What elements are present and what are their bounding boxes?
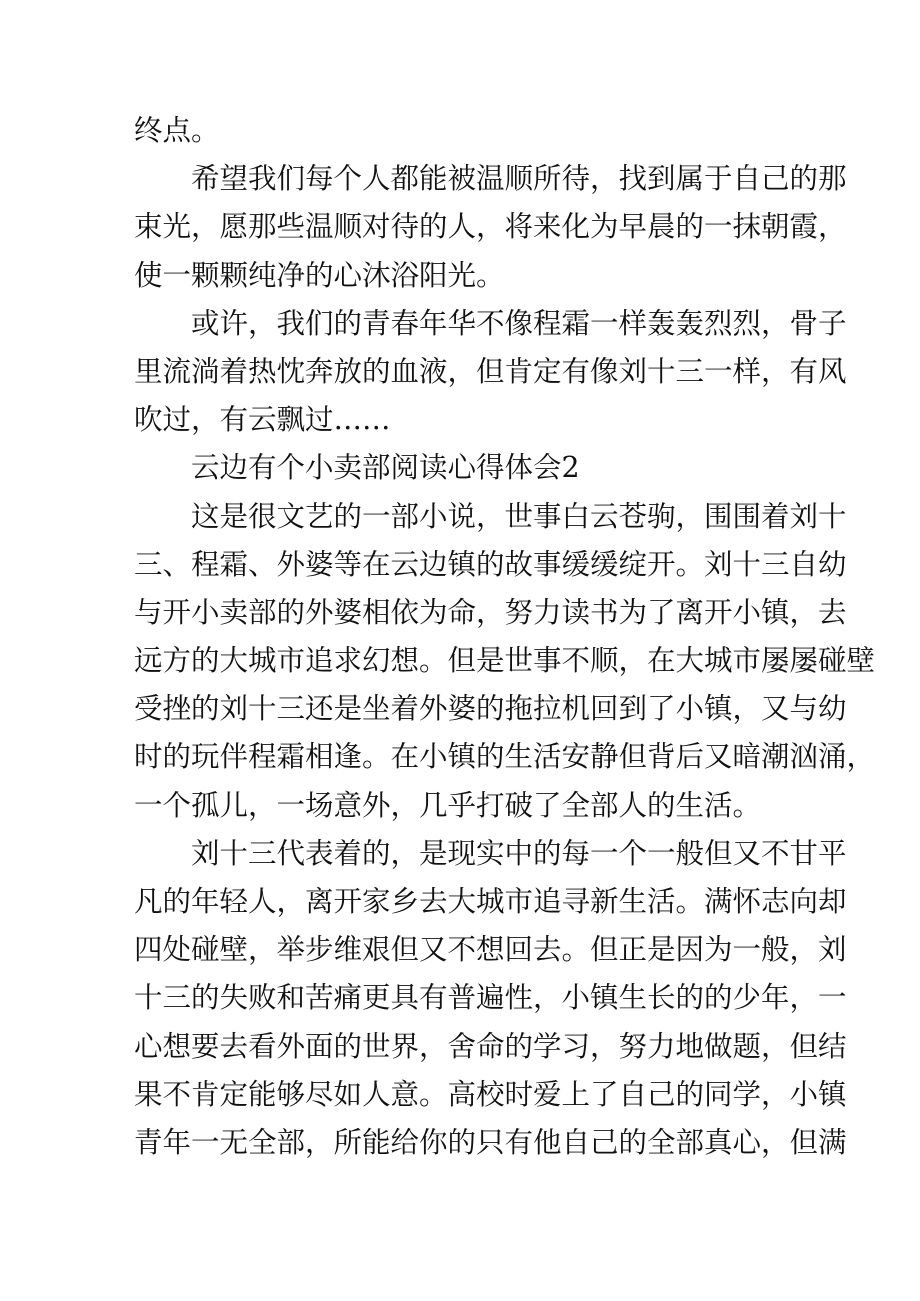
text-line: 吹过，有云飘过…… [134,403,391,437]
text-line: 受挫的刘十三还是坐着外婆的拖拉机回到了小镇，又与幼 [134,692,847,726]
text-line: 三、程霜、外婆等在云边镇的故事缓缓绽开。刘十三自幼 [134,547,847,581]
text-line: 凡的年轻人，离开家乡去大城市追寻新生活。满怀志向却 [134,885,847,918]
text-line: 时的玩伴程霜相逢。在小镇的生活安静但背后又暗潮汹涌， [134,740,876,774]
text-line: 四处碰壁，举步维艰但又不想回去。但正是因为一般，刘 [134,933,847,967]
text-line: 果不肯定能够尽如人意。高校时爱上了自己的同学，小镇 [134,1077,847,1111]
text-line: 希望我们每个人都能被温顺所待，找到属于自己的那 [191,162,847,196]
section-heading: 云边有个小卖部阅读心得体会2 [191,451,580,485]
text-line: 这是很文艺的一部小说，世事白云苍驹，围围着刘十 [191,499,847,533]
text-line: 终点。 [134,114,220,147]
text-line: 束光，愿那些温顺对待的人，将来化为早晨的一抹朝霞， [134,210,847,244]
body-text [134,107,876,1167]
text-line: 与开小卖部的外婆相依为命，努力读书为了离开小镇，去 [134,595,847,629]
text-line: 里流淌着热忱奔放的血液，但肯定有像刘十三一样，有风 [134,354,847,388]
text-line: 刘十三代表着的，是现实中的每一个一般但又不甘平 [191,836,847,870]
text-line: 远方的大城市追求幻想。但是世事不顺，在大城市屡屡碰壁 [134,644,876,678]
text-line: 十三的失败和苦痛更具有普遍性，小镇生长的的少年，一 [134,981,847,1015]
text-line: 心想要去看外面的世界，舍命的学习，努力地做题，但结 [134,1029,847,1063]
text-line: 一个孤儿，一场意外，几乎打破了全部人的生活。 [134,788,762,822]
text-line: 或许，我们的青春年华不像程霜一样轰轰烈烈，骨子 [191,306,847,340]
text-line: 青年一无全部，所能给你的只有他自己的全部真心，但满 [134,1125,847,1159]
text-line: 使一颗颗纯净的心沐浴阳光。 [134,258,505,292]
